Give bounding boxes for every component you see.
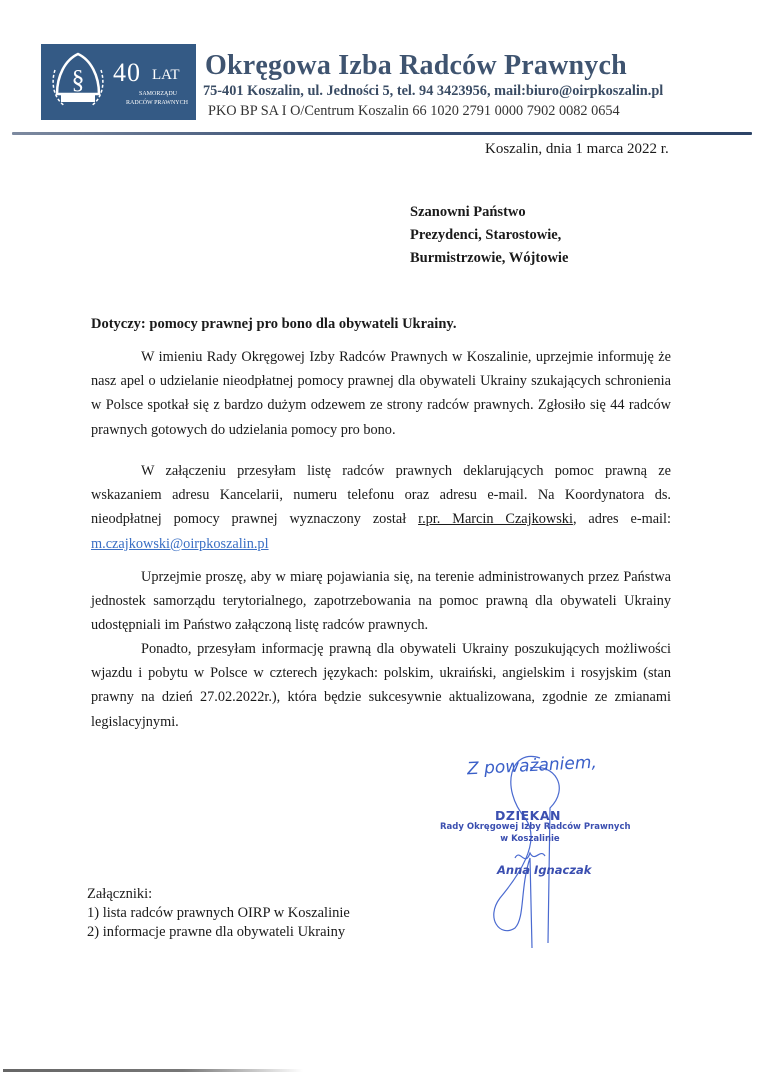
logo-number: 40 bbox=[113, 58, 141, 87]
stamp-city: w Koszalinie bbox=[500, 834, 560, 844]
org-name: Okręgowa Izba Radców Prawnych bbox=[205, 50, 627, 81]
paragraph-1-text: W imieniu Rady Okręgowej Izby Radców Prawnych w Koszalinie, uprzejmie informuję że nasz apel o udzielanie nieodpłatnej pomocy prawnej dla obywateli Ukrainy szukających schronienia w Polsce spotkał się z bardzo dużym odzewem ze strony radców prawnych. Zgłosiło się 44 radców prawnych gotowych do udzielania pomocy pro bono. bbox=[91, 349, 671, 438]
org-address: 75-401 Koszalin, ul. Jedności 5, tel. 94 3423956, mail:biuro@oirpkoszalin.pl bbox=[203, 83, 664, 99]
attachment-item: 1) lista radców prawnych OIRP w Koszalinie bbox=[87, 905, 350, 921]
subject-line: Dotyczy: pomocy prawnej pro bono dla obywateli Ukrainy. bbox=[91, 316, 457, 332]
coordinator-email-link[interactable]: m.czajkowski@oirpkoszalin.pl bbox=[91, 535, 269, 552]
logo-line1: SAMORZĄDU bbox=[138, 91, 177, 97]
date-line: Koszalin, dnia 1 marca 2022 r. bbox=[485, 141, 669, 157]
paragraph-4-text: Ponadto, przesyłam informację prawną dla obywateli Ukrainy poszukujących możliwości wjazdu i pobytu w Polsce w czterech językach: polskim, ukraiński, angielskim i rosyjskim (stan prawny na dzień 27.02.2022r.), która będzie sukcesywnie aktualizowana, zgodnie ze zmianami legislacyjnymi. bbox=[91, 641, 671, 730]
recipient-line-2: Prezydenci, Starostowie, bbox=[410, 227, 562, 243]
paragraph-1 bbox=[91, 345, 671, 442]
header-divider bbox=[12, 132, 752, 135]
svg-text:§: § bbox=[71, 65, 85, 94]
logo-lat: LAT bbox=[152, 67, 180, 83]
signatory-name: Anna Ignaczak bbox=[497, 863, 592, 877]
closing-phrase: Z poważaniem, bbox=[466, 752, 598, 780]
paragraph-4 bbox=[91, 637, 671, 734]
logo-line2: RADCÓW PRAWNYCH bbox=[126, 100, 188, 106]
org-bank-account: PKO BP SA I O/Centrum Koszalin 66 1020 2791 0000 7902 0082 0654 bbox=[208, 103, 620, 119]
paragraph-2-text-a: W załączeniu przesyłam listę radców prawnych deklarujących pomoc prawną ze wskazaniem adresu Kancelarii, numeru telefonu oraz adresu e-mail. Na Koordynatora ds. nieodpłatnej pomocy prawnej wyznaczony został bbox=[91, 463, 671, 528]
logo-40-lat bbox=[41, 44, 196, 120]
stamp-title: DZIEKAN bbox=[495, 808, 561, 823]
paragraph-2 bbox=[91, 459, 671, 556]
coordinator-name: r.pr. Marcin Czajkowski bbox=[418, 511, 573, 528]
recipient-line-3: Burmistrzowie, Wójtowie bbox=[410, 250, 569, 266]
paragraph-3 bbox=[91, 565, 671, 638]
handwritten-signature-icon bbox=[430, 748, 630, 948]
stamp-org: Rady Okręgowej Izby Radców Prawnych bbox=[440, 822, 631, 832]
recipient-line-1: Szanowni Państwo bbox=[410, 204, 526, 220]
attachments-title: Załączniki: bbox=[87, 886, 153, 902]
attachment-item: 2) informacje prawne dla obywateli Ukrainy bbox=[87, 924, 346, 940]
paragraph-3-text: Uprzejmie proszę, aby w miarę pojawiania się, na terenie administrowanych przez Państwa jednostek samorządu terytorialnego, zapotrzebowania na pomoc prawną dla obywateli Ukrainy udostępniali im Państwo załączoną listę radców prawnych. bbox=[91, 569, 671, 634]
footer-divider bbox=[3, 1069, 303, 1072]
paragraph-2-text-b: , adres e-mail: bbox=[572, 511, 671, 528]
paragraph-section-icon bbox=[47, 50, 109, 114]
